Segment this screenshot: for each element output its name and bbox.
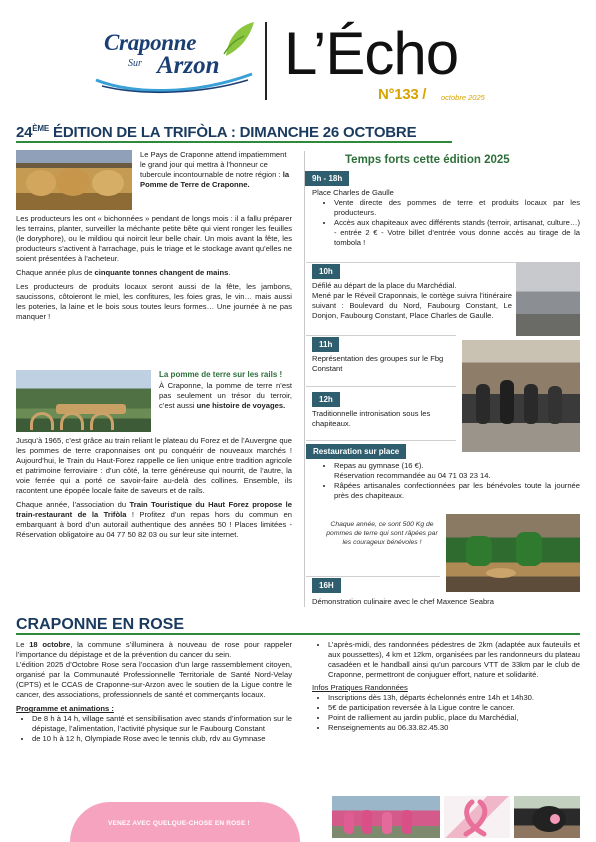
paragraph: Les producteurs les ont « bichonnées » pendant de longs mois : il a fallu préparer les terrains, planter, surveiller la méchante petite bête qui vient ronger les feuilles (le doryphore), ou le mildiou qui noircit leur belle chair. Un mois avant la fête, les producteurs s’activent à l’arrachage, puis le triage et le stockage avant qu’elles ne soient présentées à l’acheteur. — [16, 214, 292, 264]
photo-parade — [462, 340, 580, 452]
schedule-line: Mené par le Réveil Craponnais, le cortège suivra l’itinéraire suivant : Boulevard du Nord, Faubourg Constant, Le Donjon, Faubourg Constant, Place Charles de Gaulle. — [312, 291, 512, 321]
photo-cooking-volunteers — [446, 514, 580, 592]
text: Chaque année, l’association du — [16, 500, 130, 510]
schedule-block — [312, 597, 580, 607]
schedule-block — [312, 281, 512, 321]
logo-text-arzon: Arzon — [157, 52, 220, 79]
schedule-block — [312, 461, 580, 501]
time-tag: 11h — [312, 337, 339, 352]
time-tag: 12h — [312, 392, 340, 407]
text: . — [228, 268, 231, 278]
rose-right-column — [312, 640, 580, 733]
newsletter-title: L’Écho — [284, 20, 459, 87]
train-body — [16, 436, 292, 544]
bullet: • Accès aux chapiteaux avec différents stands (terroir, artisanat, culture…) - entrée 2 € - Votre billet d’entrée vous donne accès au tirage de la tombola ! — [334, 218, 580, 248]
trifola-intro — [140, 150, 292, 190]
photo-pink-ribbon — [444, 796, 510, 838]
schedule-line: Défilé au départ de la place du Marchédial. — [312, 281, 457, 290]
title-number: 24 — [16, 124, 33, 141]
photo-potato-sacks — [16, 150, 132, 210]
program-heading — [16, 704, 292, 714]
text: , la commune s’illuminera à nouveau de rose pour rappeler l’importance du dépistage et de la prévention du cancer du sein. — [16, 640, 292, 660]
text: Infos Pratiques Randonnées — [312, 683, 408, 693]
divider — [306, 576, 440, 577]
divider — [306, 386, 456, 387]
leaf-icon — [222, 20, 258, 58]
section-title-rose: CRAPONNE EN ROSE — [16, 616, 185, 633]
schedule-line: Démonstration culinaire avec le chef Maxence Seabra — [312, 597, 494, 606]
text: Le — [16, 640, 30, 649]
section-rule — [16, 141, 452, 143]
time-tag: 16H — [312, 578, 341, 593]
bullet: • Vente directe des pommes de terre et produits locaux par les producteurs. — [334, 198, 580, 218]
text-bold: une histoire de voyages. — [196, 401, 286, 411]
temps-forts-title: Temps forts cette édition 2025 — [345, 154, 510, 166]
bullet: • Renseignements au 06.33.82.45.30 — [328, 723, 580, 733]
photo-walkers — [332, 796, 440, 838]
title-superscript: ÈME — [32, 124, 50, 133]
photo-caption: Chaque année, ce sont 500 Kg de pommes de terre qui sont râpées par les courageux bénévoles ! — [326, 521, 438, 546]
text: Chaque année plus de — [16, 268, 95, 278]
paragraph — [16, 268, 292, 278]
photo-band — [516, 262, 580, 336]
issue-number: N°133 / — [378, 86, 427, 103]
bullet: • de 10 h à 12 h, Olympiade Rose avec le tennis club, rdv au Gymnase — [32, 734, 292, 744]
logo-text-sur: Sur — [128, 58, 142, 69]
header-divider — [265, 22, 267, 100]
paragraph — [16, 640, 292, 660]
schedule-block — [312, 188, 580, 248]
text: Programme et animations : — [16, 704, 114, 714]
text-bold: 18 octobre — [29, 640, 71, 649]
trifola-body — [16, 214, 292, 326]
rose-left-column — [16, 640, 292, 744]
bullet: • Inscriptions dès 13h, départs échelonnés entre 14h et 14h30. — [328, 693, 580, 703]
schedule-block — [312, 354, 457, 374]
intro-bold: la Pomme de Terre de Craponne. — [140, 170, 290, 190]
logo-text-craponne: Craponne — [104, 30, 197, 55]
section-rule — [16, 633, 580, 635]
divider — [306, 335, 456, 336]
section-title-trifola — [16, 123, 416, 143]
schedule-block — [312, 409, 457, 429]
text: Repas au gymnase (16 €). — [334, 461, 424, 470]
time-tag: Restauration sur place — [306, 444, 406, 459]
rose-banner — [70, 802, 300, 842]
paragraph — [16, 500, 292, 540]
divider — [306, 440, 456, 441]
photo-dog-pink — [514, 796, 580, 838]
photo-train-viaduct — [16, 370, 151, 432]
title-text: ÉDITION DE LA TRIFÒLA : DIMANCHE 26 OCTOBRE — [49, 124, 417, 141]
text-bold: Train Touristique du Haut Forez propose le train-restaurant de la Trifòla — [16, 500, 293, 520]
bullet: • L’après-midi, des randonnées pédestres de 2km (adaptée aux fauteuils et aux poussettes), 4 km et 12km, organisées par les randonneurs du plateau casadéen et le handball ainsi qu’un parcours VTT de 33km par le club de Craponne, permettront de conjuguer effort, nature et solidarité. — [328, 640, 580, 680]
text: ! Profitez d’un repas hors du commun en embarquant à bord d’un autorail authentique des années 50 ! Places limitées - Réservation obligatoire au 04 77 50 82 03 ou sur leur site internet. — [16, 510, 292, 540]
schedule-line: Place Charles de Gaulle — [312, 188, 394, 197]
column-divider — [304, 151, 305, 607]
time-tag: 9h - 18h — [305, 171, 349, 186]
text: Réservation recommandée au 04 71 03 23 14. — [334, 471, 491, 481]
ribbon-icon — [444, 796, 510, 838]
info-heading — [312, 683, 580, 693]
intro-text: Le Pays de Craponne attend impatiemment le grand jour qui mettra à l’honneur ce tubercule incontournable de notre région : — [140, 150, 287, 180]
train-intro — [159, 381, 292, 411]
schedule-line: Représentation des groupes sur le Fbg Constant — [312, 354, 444, 374]
bullet: • Point de ralliement au jardin public, place du Marchédial, — [328, 713, 580, 723]
text: À Craponne, la pomme de terre n’est pas seulement un trésor du terroir, c’est aussi — [159, 381, 292, 411]
bullet — [334, 461, 580, 481]
time-tag: 10h — [312, 264, 340, 279]
paragraph: L’édition 2025 d’Octobre Rose sera l’occasion d’un large rassemblement citoyen, organisé par la Communauté Professionnelle Territoriale de Santé Nord-Velay (CPTS) et le CCAS de Craponne-sur-Arzon avec le soutien de la Ligue contre le cancer, des associations, professionnels de santé et commerçants locaux. — [16, 660, 292, 700]
bullet: • De 8 h à 14 h, village santé et sensibilisation avec stands d’information sur le dépistage, l’alimentation, l’activité physique sur le Faubourg Constant — [32, 714, 292, 734]
paragraph: Les producteurs de produits locaux seront aussi de la fête, les jambons, saucissons, côtoieront le miel, les confitures, les foies gras, le vin… mais aussi les poteries, la laine et le bois sous toutes leurs formes… Une journée à ne pas manquer ! — [16, 282, 292, 322]
banner-text: VENEZ AVEC QUELQUE-CHOSE EN ROSE ! — [108, 820, 250, 827]
bullet: • Râpées artisanales confectionnées par les bénévoles toute la journée près des chapiteaux. — [334, 481, 580, 501]
bullet: • 5€ de participation reversée à la Ligue contre le cancer. — [328, 703, 580, 713]
schedule-line: Traditionnelle intronisation sous les chapiteaux. — [312, 409, 431, 429]
train-heading: La pomme de terre sur les rails ! — [159, 370, 283, 379]
text-bold: cinquante tonnes changent de mains — [94, 268, 229, 278]
paragraph: Jusqu’à 1965, c’est grâce au train reliant le plateau du Forez et de l’Auvergne que les pommes de terre craponnaises ont pu conquérir de nouveaux marchés ! Aujourd’hui, le Train du Haut-Forez rappelle ce lien unique entre tradition agricole et patrimoine ferroviaire : d’un côté, la terre généreuse qui nourrit, de l’autre, la voie ferrée qui a porté ce savoir-faire au-delà des collines. Ensemble, ils racontent une épopée locale faite de saveurs et de rails. — [16, 436, 292, 496]
issue-date: octobre 2025 — [441, 93, 485, 102]
